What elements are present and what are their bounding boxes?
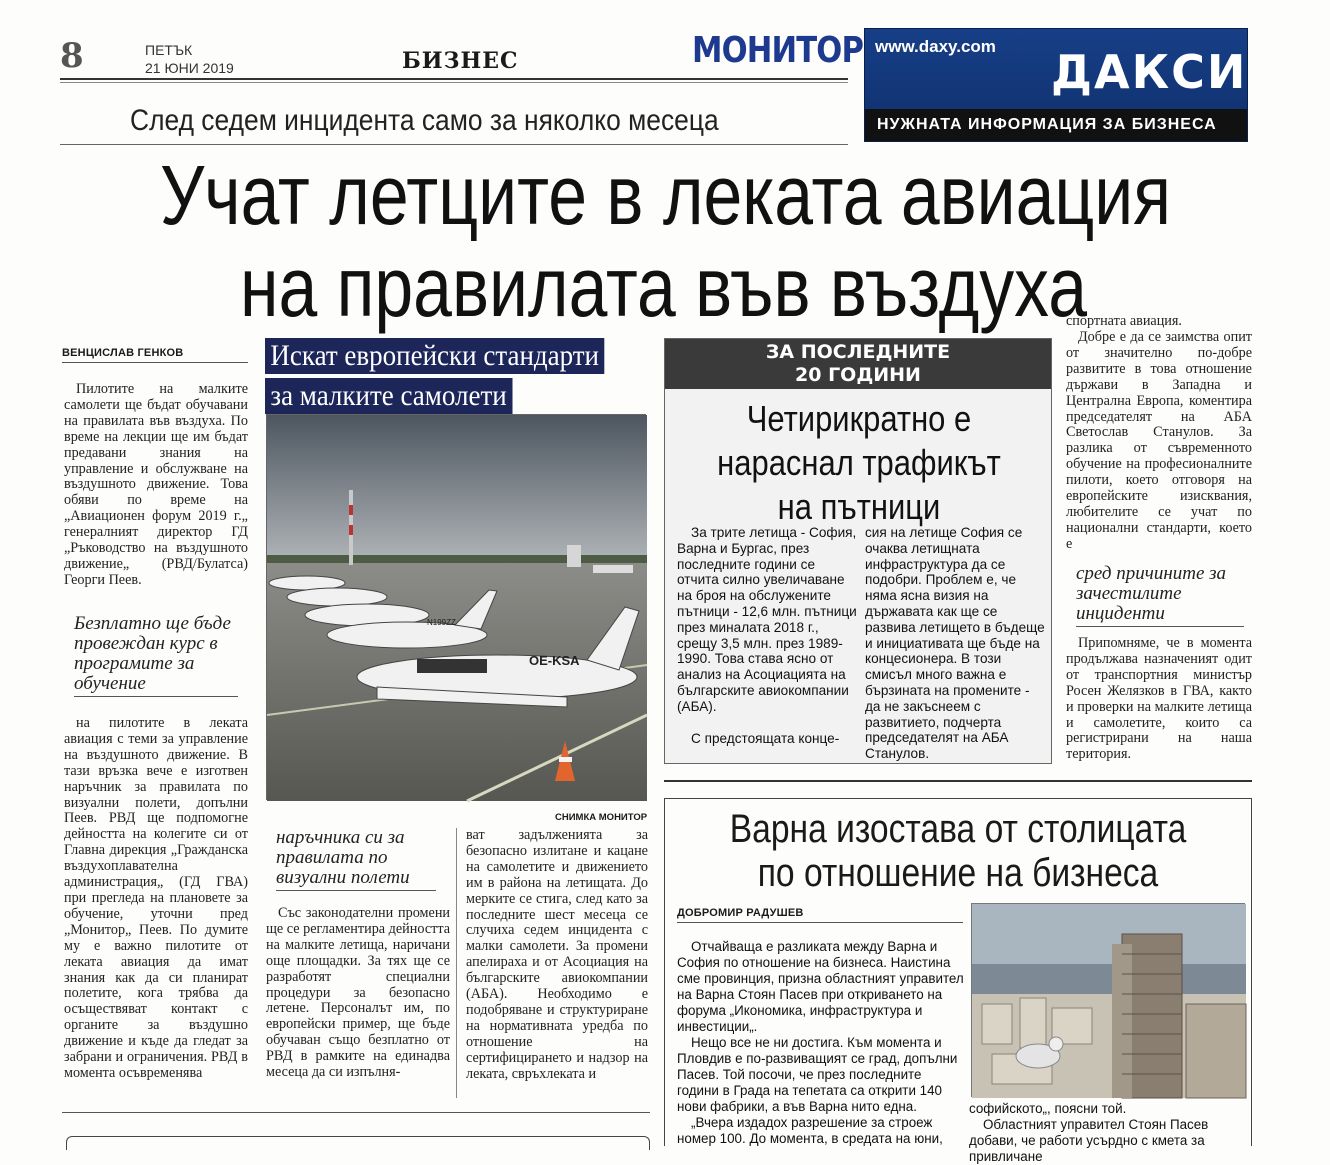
bottom-rule [62,1112,650,1113]
subhead [265,338,642,414]
col4-paragraph2: Добре е да се заимства опит от значително по-добре развитите в това отношение държави в Западна и Централна Европа, коментира председателят на АБА Светослав Станулов. За разлика от съвременното обучение на професионалните пилоти, което отговоря на европейските изисквания, любителите се учат по национални стандарти, което е [1066,329,1252,552]
varna-paragraph1: Отчайваща е разликата между Варна и София по отношение на бизнеса. Наистина сме провинция, призна областният управител на Варна Стоян Пасев при откриването на форума „Икономика, инфраструктура и инвестиции„. [677,939,964,1034]
pullquote-1-rule [74,696,238,697]
varna-paragraph4: Областният управител Стоян Пасев добави, че работи усърдно с кмета за привличане [969,1117,1209,1164]
varna-byline-rule [677,922,963,923]
subhead-line2: за малките самолети [265,378,512,414]
col4-paragraph1: спортната авиация. [1066,313,1182,329]
sidebar-col1-end: С предстоящата конце- [691,731,840,746]
sidebar-label-bar [665,339,1051,389]
advert-url: www.daxy.com [875,37,996,56]
varna-photo [971,903,1245,1097]
sidebar-col1: За трите летища - София, Варна и Бургас, през последните години се отчита силно увеличаване на броя на обслужените пътници - 12,6 млн. пътници през миналата 2018 г., срещу 3,5 млн. през 1989-1990. Това става ясно от анализ на Асоциацията на българските авиокомпании (АБА). [677,525,857,714]
section-title: БИЗНЕС [402,48,519,74]
advert-slogan-bar [865,109,1247,141]
sidebar-label-line1: ЗА ПОСЛЕДНИТЕ [765,341,951,363]
header-rule-thin [60,82,848,83]
col3-paragraph: ват задълженията за безопасно излитане и кацане на самолетите и движението им в района на летищата. До мерките се стига, след като за последните шест месеца се случиха седем инцидента с малки самолети. За промени апелираха и от Асоциация на българските авиокомпании (АБА). Необходимо е подобряване и структуриране на нормативната уредба по отношение на сертифицирането и надзор на леката, свръхлеката и [466,827,648,1082]
pullquote-3: сред причините за зачестилите инциденти [1076,563,1227,624]
header-rule [60,78,848,80]
varna-paragraph3: „Вчера издадох разрешение за строеж номер 100. До момента, в средата на юни, [677,1115,943,1146]
kicker-rule [60,144,848,145]
varna-article [664,798,1252,1164]
varna-title-line1: Варна изостава от столицата [729,807,1187,851]
varna-photo-caption-tail: софийското„, поясни той. [969,1101,1127,1116]
page-number: 8 [60,36,84,76]
photo-credit: СНИМКА МОНИТОР [555,812,648,823]
col1-paragraph2: на пилотите в леката авиация с теми за управление на въздушното движение. В тази връзка вече е изготвен наръчник за правилата по визуални полети, допълни Пеев. РВД ще подпомогне дейността на колегите си от Главна дирекция „Гражданска въздухоплавателна администрация„ (ГД ГВА) при прегледа на плановете за обучение, уточни пред „Монитор„ Пеев. По думите му е важно пилотите от леката авиация да имат знания как да си планират полетите, кога трябва да осъществяват контакт с органите за въздушно движение и къде да гледат за забрани и ограничения. РВД в момента осъвременява [64,715,248,1081]
byline-rule [62,362,248,363]
pullquote-1: Безплатно ще бъде провеждан курс в програмите за обучение [74,613,231,694]
sidebar-title: Четирикратно е нараснал трафикът на пътници [717,398,1001,527]
column-divider [456,828,457,1098]
pullquote-2-rule [276,890,436,891]
byline: ВЕНЦИСЛАВ ГЕНКОВ [62,347,184,359]
plane-registration-2: N199ZZ [427,618,456,627]
advert-daxi[interactable] [864,28,1248,142]
sidebar-box [664,338,1052,764]
pullquote-2: наръчника си за правилата по визуални полети [276,827,410,888]
next-box [66,1136,650,1150]
sidebar-label-line2: 20 ГОДИНИ [795,364,921,386]
article-title-line2: на правилата във въздуха [240,240,1087,334]
advert-slogan: НУЖНАТА ИНФОРМАЦИЯ ЗА БИЗНЕСА [877,116,1217,133]
aircraft-photo [266,414,646,800]
plane-registration-1: OE-KSA [529,653,580,668]
sidebar-col2: сия на летище София се очаква летищната инфраструктура да се подобри. Проблем е, че няма ясна визия на държавата как ще се развива летището в бъдеще и инициативата ще бъде на концесионера. В този смисъл много важна е бързината на промените - да не закъснеем с развитието, подчерта председателят на АБА Станулов. [865,525,1045,762]
varna-paragraph2: Нещо все не ни достига. Към момента и Пловдив е по-развиващият се град, допълни Пасев. Той посочи, че през последните години в Града на тепетата са открити 140 нови фабрики, а във Варна нито една. [677,1035,958,1114]
newspaper-logo: МОНИТОР [692,30,864,71]
advert-logo: ДАКСИ [1051,45,1248,99]
col4-paragraph3: Припомняме, че в момента продължава назначеният одит от транспортния министър Росен Желязков в ГВА, както и проверки на малките летища и самолетите, които са регистрирани на наша територия. [1066,635,1252,763]
varna-title-line2: по отношение на бизнеса [757,851,1159,895]
subhead-line1: Искат европейски стандарти [265,338,604,374]
issue-date: 21 ЮНИ 2019 [145,60,234,76]
section-rule [664,780,1252,782]
article-title-line1: Учат летците в леката авиация [160,148,1172,242]
col2-paragraph: Със законодателни промени ще се регламентира дейността на малките летища, наричани още площадки. За тях ще се разработят специални процедури за безопасно летене. Персоналът им, по европейски пример, ще бъде обучаван също безплатно от РВД в рамките на единадва месеца да си изпълня- [266,905,450,1081]
col1-paragraph1: Пилотите на малките самолети ще бъдат обучавани на правилата във въздуха. По време на лекции ще им бъдат предавани знания на управление и обслужване на въздушното движение. Това обяви по време на „Авиационен форум 2019 г.„ генералният директор ГД „Ръководство на въздушното движение„ (РВД/Булатса) Георги Пеев. [64,381,248,588]
pullquote-3-rule [1076,626,1244,627]
article-kicker: След седем инцидента само за няколко месеца [130,104,719,137]
issue-day: ПЕТЪК [145,42,193,58]
varna-byline: ДОБРОМИР РАДУШЕВ [677,907,804,919]
